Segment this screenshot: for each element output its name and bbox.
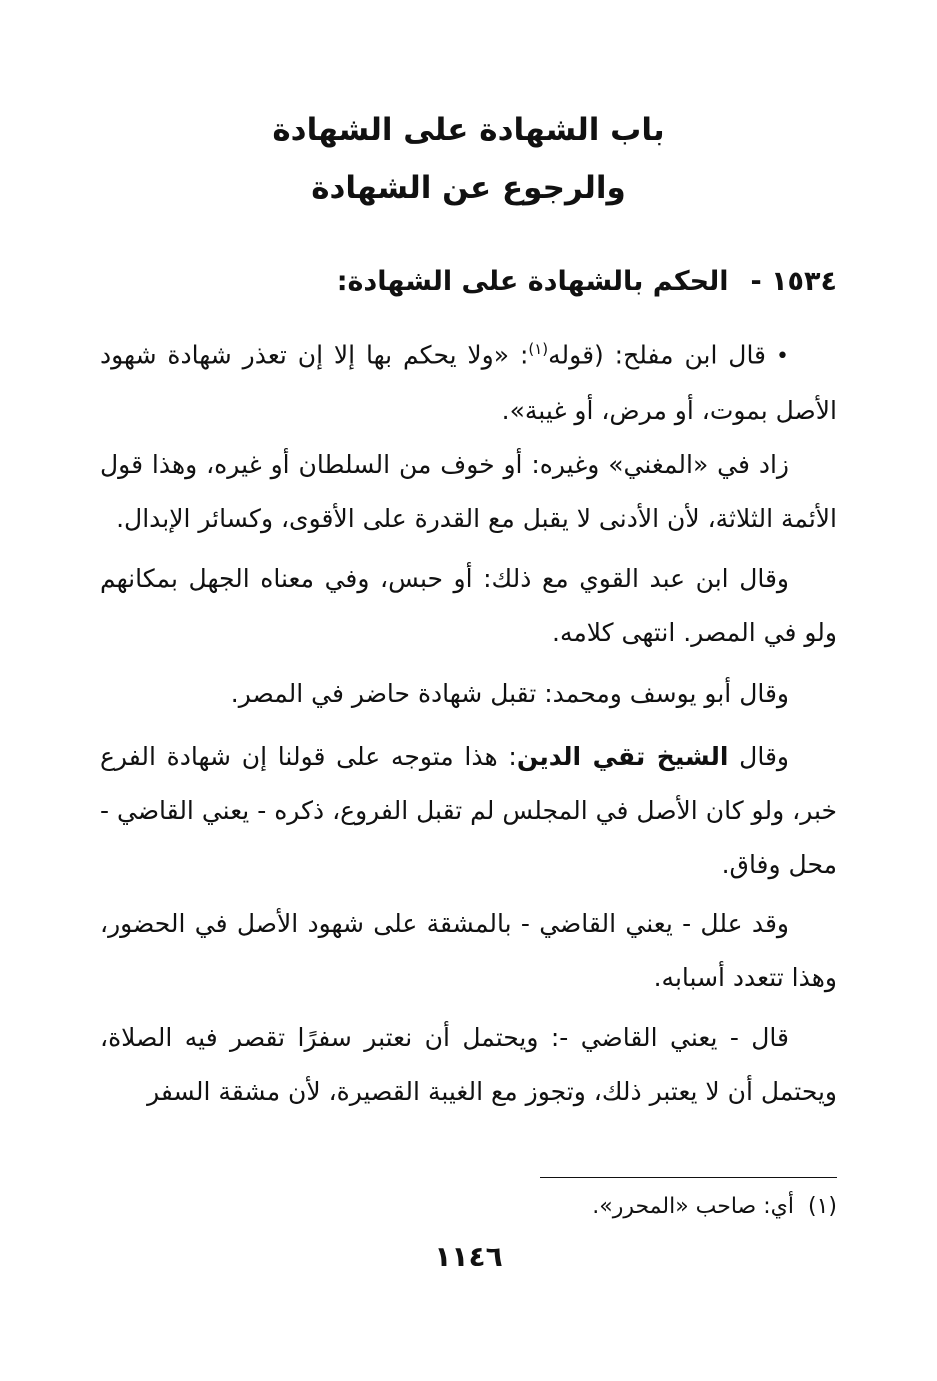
paragraph-5-prefix: وقال — [728, 742, 789, 771]
footnote — [100, 1190, 837, 1224]
footnote-text: أي: صاحب «المحرر». — [592, 1194, 794, 1219]
paragraph-5 — [100, 730, 837, 892]
paragraph-4: وقال أبو يوسف ومحمد: تقبل شهادة حاضر في المصر. — [230, 679, 789, 708]
paragraph-3: وقال ابن عبد القوي مع ذلك: أو حبس، وفي معناه الجهل بمكانهم ولو في المصر. انتهى كلامه. — [100, 564, 837, 647]
paragraph-5-text: : هذا متوجه على قولنا إن شهادة الفرع خبر، ولو كان الأصل في المجلس لم تقبل الفروع، ذكره - يعني القاضي - محل وفاق. — [100, 742, 837, 879]
paragraph-5-bold-name: الشيخ تقي الدين — [516, 742, 729, 771]
chapter-title-line1: باب الشهادة على الشهادة — [272, 112, 665, 148]
footnote-reference: (١) — [528, 340, 549, 358]
paragraph-1-text-a: قال ابن مفلح: (قوله — [548, 340, 767, 370]
bullet-icon: • — [776, 344, 789, 370]
section-title: الحكم بالشهادة على الشهادة: — [336, 266, 729, 297]
section-heading — [100, 262, 837, 302]
footnote-number: (١) — [807, 1194, 837, 1219]
paragraph-1 — [100, 322, 837, 438]
paragraph-2: زاد في «المغني» وغيره: أو خوف من السلطان أو غيره، وهذا قول الأئمة الثلاثة، لأن الأدنى لا يقبل مع القدرة على الأقوى، وكسائر الإبدال. — [100, 450, 837, 533]
chapter-title-line2: والرجوع عن الشهادة — [311, 170, 626, 206]
paragraph-1-text-b: : «ولا يحكم بها إلا إن تعذر شهادة شهود الأصل بموت، أو مرض، أو غيبة». — [100, 340, 837, 426]
paragraph-7: قال - يعني القاضي -: ويحتمل أن نعتبر سفرًا تقصر فيه الصلاة، ويحتمل أن لا يعتبر ذلك، وتجوز مع الغيبة القصيرة، لأن مشقة السفر — [100, 1023, 837, 1106]
section-number: ١٥٣٤ - — [750, 266, 837, 297]
page-number: ١١٤٦ — [434, 1240, 503, 1273]
paragraph-6: وقد علل - يعني القاضي - بالمشقة على شهود الأصل في الحضور، وهذا تتعدد أسبابه. — [100, 909, 837, 992]
footnote-divider — [540, 1177, 837, 1178]
